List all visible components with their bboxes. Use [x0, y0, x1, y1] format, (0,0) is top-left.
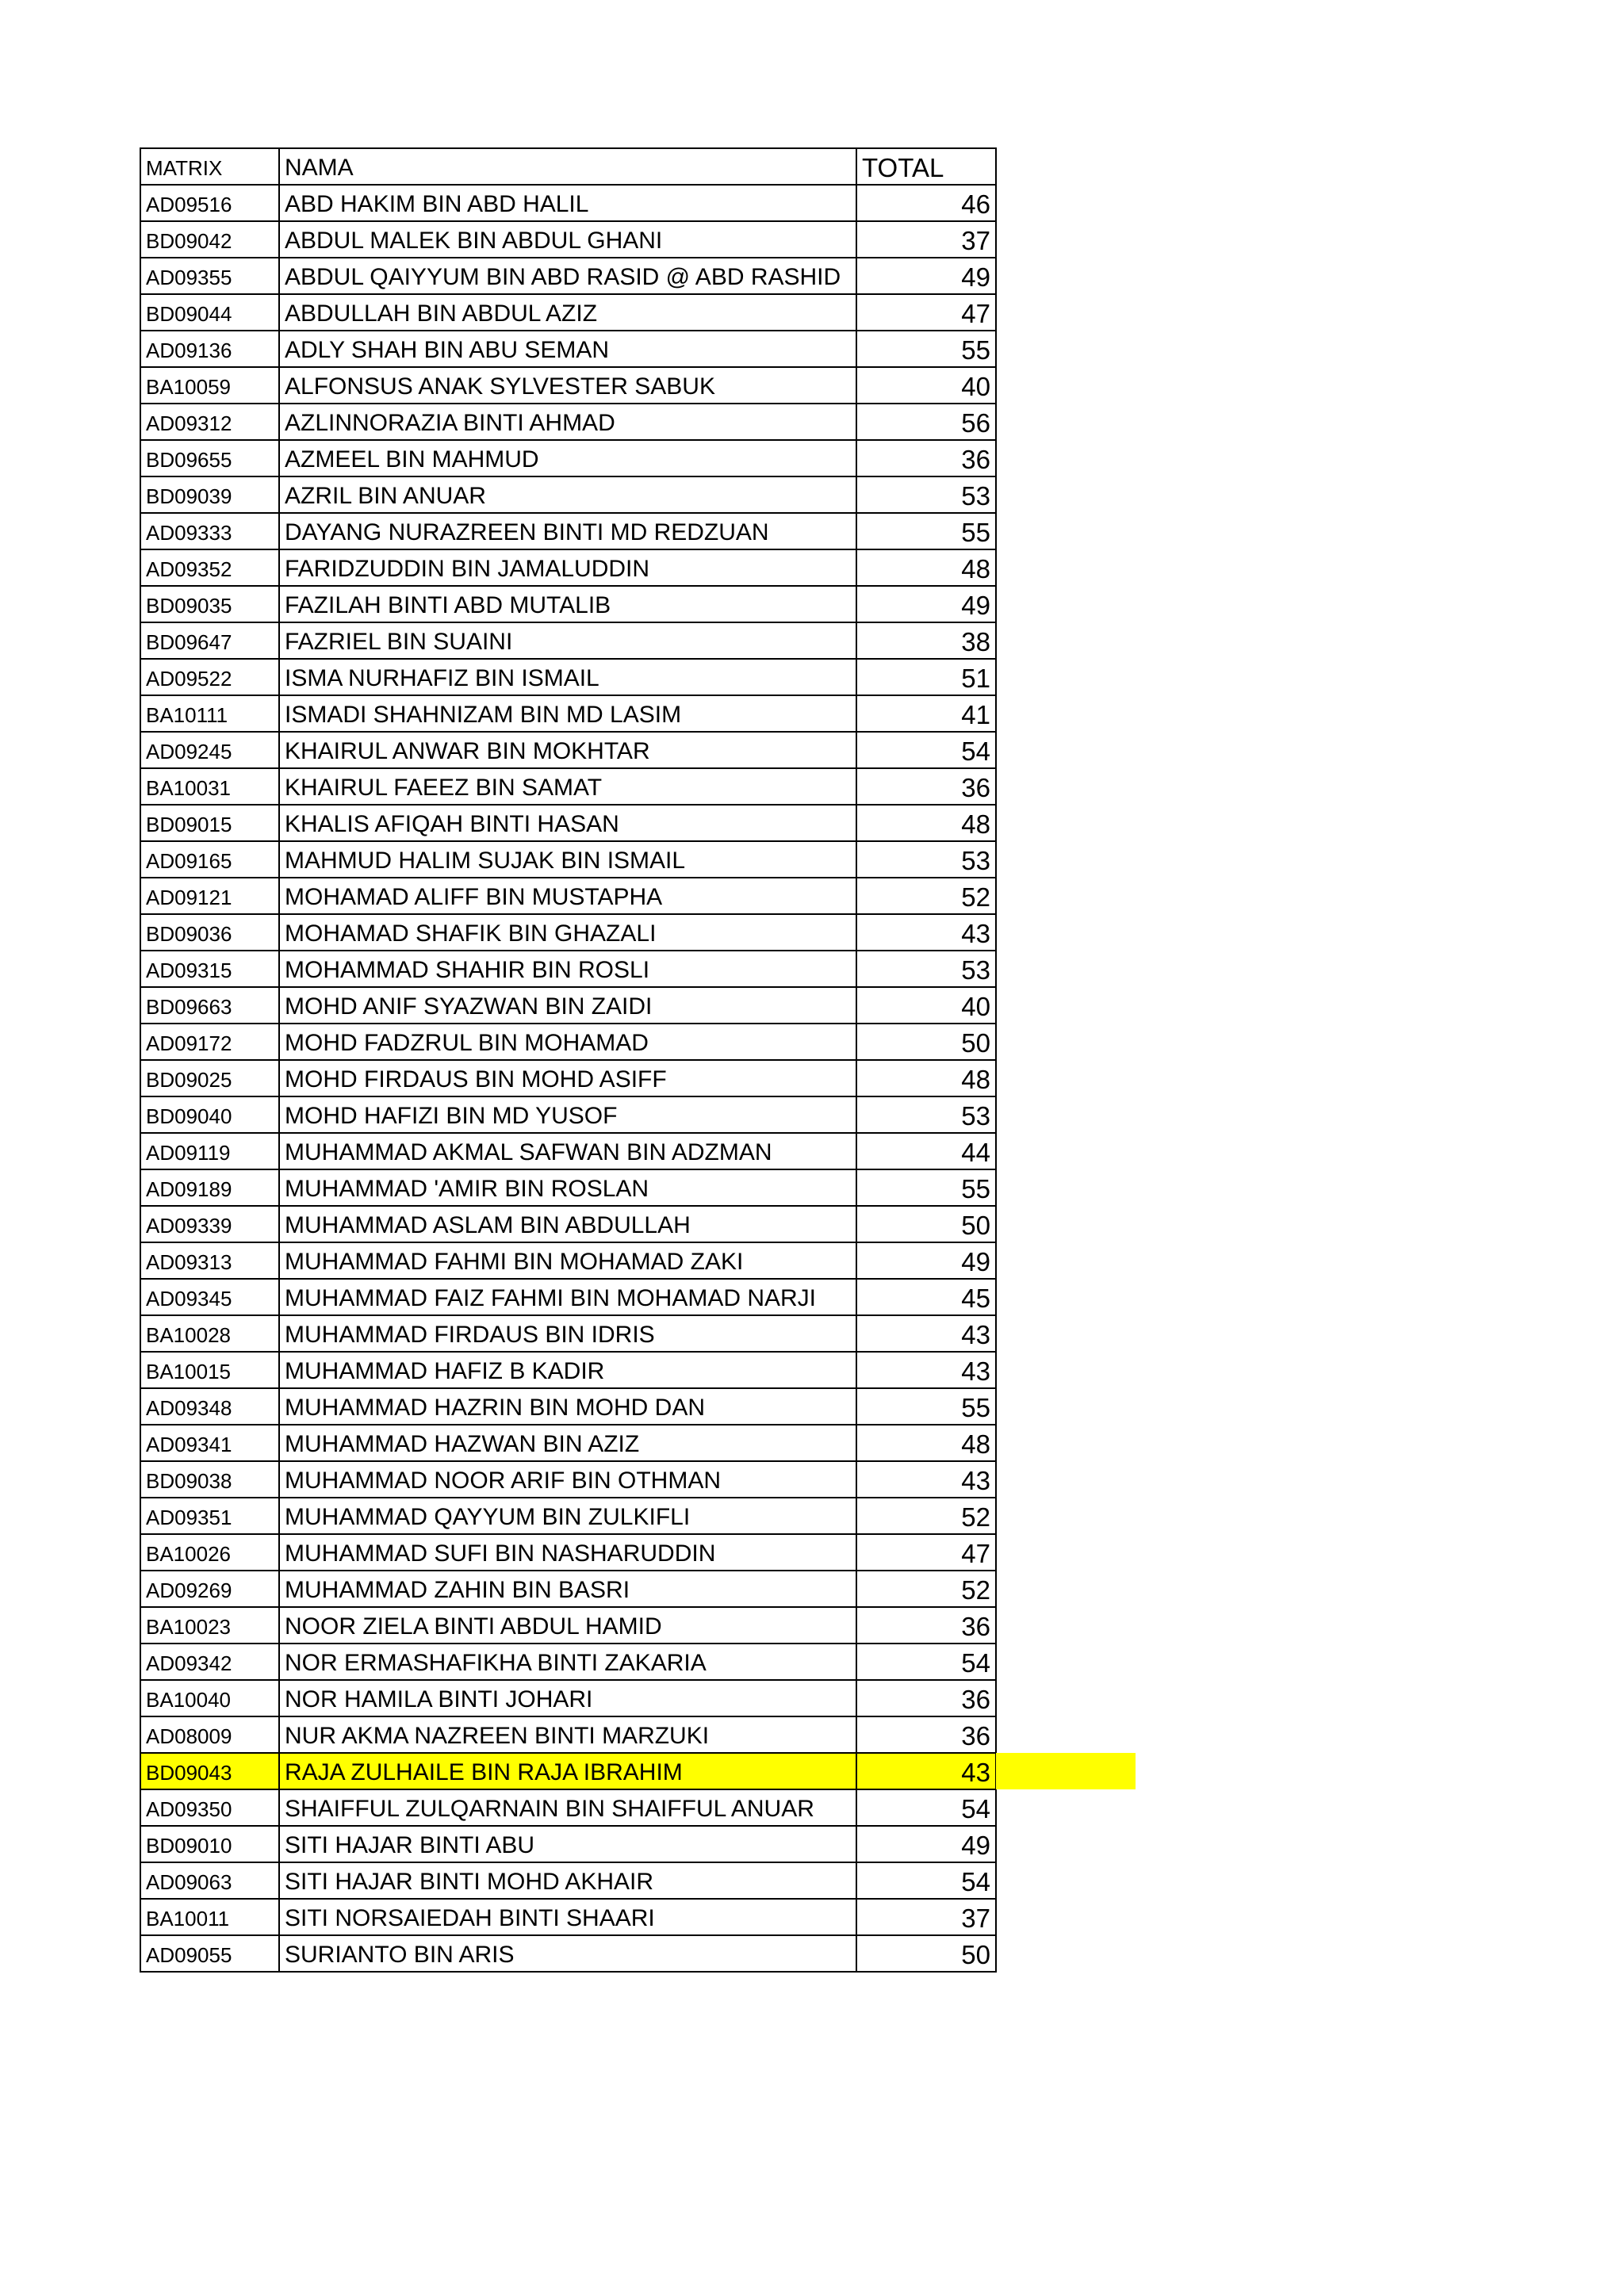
table-row: [140, 768, 996, 805]
total-cell[interactable]: 53: [856, 951, 996, 987]
total-cell[interactable]: 41: [856, 695, 996, 732]
matrix-cell[interactable]: BD09647: [140, 622, 279, 659]
total-cell[interactable]: 49: [856, 1826, 996, 1862]
total-cell[interactable]: 55: [856, 513, 996, 549]
matrix-cell[interactable]: BD09015: [140, 805, 279, 841]
matrix-cell[interactable]: BD09025: [140, 1060, 279, 1096]
nama-cell[interactable]: MOHD FIRDAUS BIN MOHD ASIFF: [279, 1060, 856, 1096]
total-cell[interactable]: 49: [856, 1242, 996, 1279]
total-cell[interactable]: 53: [856, 1096, 996, 1133]
matrix-cell[interactable]: BD09663: [140, 987, 279, 1024]
nama-cell[interactable]: MUHAMMAD HAZRIN BIN MOHD DAN: [279, 1388, 856, 1425]
total-cell[interactable]: 47: [856, 294, 996, 331]
total-cell[interactable]: 54: [856, 1862, 996, 1899]
matrix-cell[interactable]: BD09038: [140, 1461, 279, 1498]
table-row: [140, 1789, 996, 1826]
total-cell[interactable]: 47: [856, 1534, 996, 1571]
total-cell[interactable]: 37: [856, 1899, 996, 1935]
total-cell[interactable]: 50: [856, 1206, 996, 1242]
nama-cell[interactable]: ISMADI SHAHNIZAM BIN MD LASIM: [279, 695, 856, 732]
table-row: [140, 367, 996, 404]
total-cell[interactable]: 53: [856, 476, 996, 513]
spreadsheet-sheet: [140, 147, 997, 1973]
total-cell[interactable]: 48: [856, 805, 996, 841]
matrix-cell[interactable]: AD09341: [140, 1425, 279, 1461]
matrix-cell[interactable]: AD08009: [140, 1716, 279, 1753]
nama-cell[interactable]: NOR HAMILA BINTI JOHARI: [279, 1680, 856, 1716]
matrix-cell[interactable]: AD09136: [140, 331, 279, 367]
matrix-cell[interactable]: AD09333: [140, 513, 279, 549]
header-matrix[interactable]: MATRIX: [140, 148, 279, 185]
nama-cell[interactable]: MUHAMMAD 'AMIR BIN ROSLAN: [279, 1169, 856, 1206]
nama-cell[interactable]: NOR ERMASHAFIKHA BINTI ZAKARIA: [279, 1644, 856, 1680]
nama-cell[interactable]: AZLINNORAZIA BINTI AHMAD: [279, 404, 856, 440]
total-cell[interactable]: 54: [856, 1789, 996, 1826]
table-row: [140, 1461, 996, 1498]
nama-cell[interactable]: MUHAMMAD SUFI BIN NASHARUDDIN: [279, 1534, 856, 1571]
table-row: [140, 622, 996, 659]
total-cell[interactable]: 40: [856, 987, 996, 1024]
nama-cell[interactable]: RAJA ZULHAILE BIN RAJA IBRAHIM: [279, 1753, 856, 1789]
table-row: [140, 695, 996, 732]
nama-cell[interactable]: MUHAMMAD QAYYUM BIN ZULKIFLI: [279, 1498, 856, 1534]
nama-cell[interactable]: MUHAMMAD HAZWAN BIN AZIZ: [279, 1425, 856, 1461]
matrix-cell[interactable]: BD09043: [140, 1753, 279, 1789]
total-cell[interactable]: 36: [856, 768, 996, 805]
table-row: [140, 659, 996, 695]
nama-cell[interactable]: SHAIFFUL ZULQARNAIN BIN SHAIFFUL ANUAR: [279, 1789, 856, 1826]
matrix-cell[interactable]: BD09039: [140, 476, 279, 513]
table-body: [140, 148, 996, 1972]
nama-cell[interactable]: SITI HAJAR BINTI MOHD AKHAIR: [279, 1862, 856, 1899]
total-cell[interactable]: 56: [856, 404, 996, 440]
table-row: [140, 1315, 996, 1352]
nama-cell[interactable]: MOHAMMAD SHAHIR BIN ROSLI: [279, 951, 856, 987]
matrix-cell[interactable]: AD09350: [140, 1789, 279, 1826]
matrix-cell[interactable]: AD09063: [140, 1862, 279, 1899]
matrix-cell[interactable]: BD09040: [140, 1096, 279, 1133]
matrix-cell[interactable]: BD09036: [140, 914, 279, 951]
total-cell[interactable]: 40: [856, 367, 996, 404]
matrix-cell[interactable]: AD09313: [140, 1242, 279, 1279]
matrix-cell[interactable]: BD09035: [140, 586, 279, 622]
matrix-cell[interactable]: BD09044: [140, 294, 279, 331]
matrix-cell[interactable]: AD09516: [140, 185, 279, 221]
nama-cell[interactable]: ADLY SHAH BIN ABU SEMAN: [279, 331, 856, 367]
nama-cell[interactable]: MUHAMMAD ZAHIN BIN BASRI: [279, 1571, 856, 1607]
table-row: [140, 951, 996, 987]
table-row: [140, 258, 996, 294]
total-cell[interactable]: 36: [856, 1680, 996, 1716]
matrix-cell[interactable]: AD09355: [140, 258, 279, 294]
table-row: [140, 331, 996, 367]
table-row: [140, 1753, 996, 1789]
matrix-cell[interactable]: AD09165: [140, 841, 279, 878]
nama-cell[interactable]: MUHAMMAD FAHMI BIN MOHAMAD ZAKI: [279, 1242, 856, 1279]
nama-cell[interactable]: MOHAMAD SHAFIK BIN GHAZALI: [279, 914, 856, 951]
nama-cell[interactable]: DAYANG NURAZREEN BINTI MD REDZUAN: [279, 513, 856, 549]
table-row: [140, 1498, 996, 1534]
matrix-cell[interactable]: BA10023: [140, 1607, 279, 1644]
table-row: [140, 1388, 996, 1425]
nama-cell[interactable]: KHAIRUL ANWAR BIN MOKHTAR: [279, 732, 856, 768]
table-row: [140, 1352, 996, 1388]
total-cell[interactable]: 43: [856, 1753, 996, 1789]
table-row: [140, 1024, 996, 1060]
nama-cell[interactable]: ISMA NURHAFIZ BIN ISMAIL: [279, 659, 856, 695]
table-row: [140, 841, 996, 878]
total-cell[interactable]: 48: [856, 1060, 996, 1096]
matrix-cell[interactable]: AD09352: [140, 549, 279, 586]
table-row: [140, 404, 996, 440]
table-row: [140, 1534, 996, 1571]
nama-cell[interactable]: KHAIRUL FAEEZ BIN SAMAT: [279, 768, 856, 805]
student-total-table: [140, 147, 997, 1973]
table-row: [140, 1680, 996, 1716]
table-row: [140, 221, 996, 258]
total-cell[interactable]: 52: [856, 1498, 996, 1534]
table-row: [140, 586, 996, 622]
total-cell[interactable]: 38: [856, 622, 996, 659]
nama-cell[interactable]: ABDUL MALEK BIN ABDUL GHANI: [279, 221, 856, 258]
matrix-cell[interactable]: AD09312: [140, 404, 279, 440]
matrix-cell[interactable]: AD09339: [140, 1206, 279, 1242]
nama-cell[interactable]: MUHAMMAD HAFIZ B KADIR: [279, 1352, 856, 1388]
table-row: [140, 1242, 996, 1279]
table-row: [140, 185, 996, 221]
nama-cell[interactable]: MOHD ANIF SYAZWAN BIN ZAIDI: [279, 987, 856, 1024]
total-cell[interactable]: 43: [856, 914, 996, 951]
nama-cell[interactable]: ABD HAKIM BIN ABD HALIL: [279, 185, 856, 221]
matrix-cell[interactable]: BA10011: [140, 1899, 279, 1935]
nama-cell[interactable]: ABDUL QAIYYUM BIN ABD RASID @ ABD RASHID: [279, 258, 856, 294]
total-cell[interactable]: 54: [856, 1644, 996, 1680]
nama-cell[interactable]: SITI NORSAIEDAH BINTI SHAARI: [279, 1899, 856, 1935]
table-row: [140, 1935, 996, 1972]
header-total[interactable]: TOTAL: [856, 148, 996, 185]
table-row: [140, 1206, 996, 1242]
matrix-cell[interactable]: AD09351: [140, 1498, 279, 1534]
table-row: [140, 1279, 996, 1315]
matrix-cell[interactable]: BD09042: [140, 221, 279, 258]
table-row: [140, 805, 996, 841]
nama-cell[interactable]: SURIANTO BIN ARIS: [279, 1935, 856, 1972]
total-cell[interactable]: 36: [856, 1607, 996, 1644]
table-row: [140, 1169, 996, 1206]
nama-cell[interactable]: MAHMUD HALIM SUJAK BIN ISMAIL: [279, 841, 856, 878]
total-cell[interactable]: 43: [856, 1461, 996, 1498]
nama-cell[interactable]: NOOR ZIELA BINTI ABDUL HAMID: [279, 1607, 856, 1644]
total-cell[interactable]: 48: [856, 549, 996, 586]
total-cell[interactable]: 36: [856, 440, 996, 476]
matrix-cell[interactable]: AD09522: [140, 659, 279, 695]
matrix-cell[interactable]: AD09189: [140, 1169, 279, 1206]
nama-cell[interactable]: FARIDZUDDIN BIN JAMALUDDIN: [279, 549, 856, 586]
table-row: [140, 1899, 996, 1935]
nama-cell[interactable]: AZMEEL BIN MAHMUD: [279, 440, 856, 476]
table-row: [140, 1425, 996, 1461]
matrix-cell[interactable]: BD09010: [140, 1826, 279, 1862]
matrix-cell[interactable]: AD09245: [140, 732, 279, 768]
nama-cell[interactable]: MOHD FADZRUL BIN MOHAMAD: [279, 1024, 856, 1060]
matrix-cell[interactable]: BA10111: [140, 695, 279, 732]
table-row: [140, 1826, 996, 1862]
table-row: [140, 1060, 996, 1096]
matrix-cell[interactable]: AD09055: [140, 1935, 279, 1972]
table-row: [140, 1096, 996, 1133]
nama-cell[interactable]: MUHAMMAD FAIZ FAHMI BIN MOHAMAD NARJI: [279, 1279, 856, 1315]
nama-cell[interactable]: MUHAMMAD ASLAM BIN ABDULLAH: [279, 1206, 856, 1242]
matrix-cell[interactable]: AD09348: [140, 1388, 279, 1425]
table-row: [140, 1571, 996, 1607]
nama-cell[interactable]: NUR AKMA NAZREEN BINTI MARZUKI: [279, 1716, 856, 1753]
nama-cell[interactable]: MUHAMMAD AKMAL SAFWAN BIN ADZMAN: [279, 1133, 856, 1169]
total-cell[interactable]: 44: [856, 1133, 996, 1169]
table-row: [140, 1644, 996, 1680]
total-cell[interactable]: 55: [856, 1169, 996, 1206]
total-cell[interactable]: 52: [856, 878, 996, 914]
total-cell[interactable]: 51: [856, 659, 996, 695]
total-cell[interactable]: 49: [856, 258, 996, 294]
matrix-cell[interactable]: AD09269: [140, 1571, 279, 1607]
total-cell[interactable]: 46: [856, 185, 996, 221]
matrix-cell[interactable]: AD09345: [140, 1279, 279, 1315]
matrix-cell[interactable]: BA10026: [140, 1534, 279, 1571]
total-cell[interactable]: 43: [856, 1352, 996, 1388]
total-cell[interactable]: 37: [856, 221, 996, 258]
total-cell[interactable]: 55: [856, 1388, 996, 1425]
nama-cell[interactable]: FAZRIEL BIN SUAINI: [279, 622, 856, 659]
table-row: [140, 732, 996, 768]
matrix-cell[interactable]: BA10015: [140, 1352, 279, 1388]
total-cell[interactable]: 50: [856, 1935, 996, 1972]
total-cell[interactable]: 48: [856, 1425, 996, 1461]
table-row: [140, 1607, 996, 1644]
nama-cell[interactable]: SITI HAJAR BINTI ABU: [279, 1826, 856, 1862]
total-cell[interactable]: 53: [856, 841, 996, 878]
table-row: [140, 294, 996, 331]
header-row: [140, 148, 996, 185]
table-row: [140, 440, 996, 476]
total-cell[interactable]: 50: [856, 1024, 996, 1060]
table-row: [140, 987, 996, 1024]
matrix-cell[interactable]: BA10031: [140, 768, 279, 805]
table-row: [140, 878, 996, 914]
matrix-cell[interactable]: AD09172: [140, 1024, 279, 1060]
table-row: [140, 914, 996, 951]
nama-cell[interactable]: MUHAMMAD FIRDAUS BIN IDRIS: [279, 1315, 856, 1352]
total-cell[interactable]: 55: [856, 331, 996, 367]
total-cell[interactable]: 43: [856, 1315, 996, 1352]
nama-cell[interactable]: KHALIS AFIQAH BINTI HASAN: [279, 805, 856, 841]
total-cell[interactable]: 45: [856, 1279, 996, 1315]
total-cell[interactable]: 36: [856, 1716, 996, 1753]
header-nama[interactable]: NAMA: [279, 148, 856, 185]
total-cell[interactable]: 49: [856, 586, 996, 622]
matrix-cell[interactable]: BA10059: [140, 367, 279, 404]
nama-cell[interactable]: MUHAMMAD NOOR ARIF BIN OTHMAN: [279, 1461, 856, 1498]
matrix-cell[interactable]: BA10028: [140, 1315, 279, 1352]
matrix-cell[interactable]: AD09121: [140, 878, 279, 914]
nama-cell[interactable]: FAZILAH BINTI ABD MUTALIB: [279, 586, 856, 622]
table-row: [140, 1133, 996, 1169]
total-cell[interactable]: 52: [856, 1571, 996, 1607]
nama-cell[interactable]: ABDULLAH BIN ABDUL AZIZ: [279, 294, 856, 331]
nama-cell[interactable]: ALFONSUS ANAK SYLVESTER SABUK: [279, 367, 856, 404]
table-row: [140, 1862, 996, 1899]
matrix-cell[interactable]: AD09315: [140, 951, 279, 987]
highlight-extension-cell[interactable]: [996, 1753, 1136, 1789]
table-row: [140, 549, 996, 586]
matrix-cell[interactable]: AD09342: [140, 1644, 279, 1680]
matrix-cell[interactable]: BA10040: [140, 1680, 279, 1716]
table-row: [140, 1716, 996, 1753]
nama-cell[interactable]: MOHD HAFIZI BIN MD YUSOF: [279, 1096, 856, 1133]
matrix-cell[interactable]: AD09119: [140, 1133, 279, 1169]
matrix-cell[interactable]: BD09655: [140, 440, 279, 476]
nama-cell[interactable]: AZRIL BIN ANUAR: [279, 476, 856, 513]
nama-cell[interactable]: MOHAMAD ALIFF BIN MUSTAPHA: [279, 878, 856, 914]
table-row: [140, 476, 996, 513]
total-cell[interactable]: 54: [856, 732, 996, 768]
table-row: [140, 513, 996, 549]
